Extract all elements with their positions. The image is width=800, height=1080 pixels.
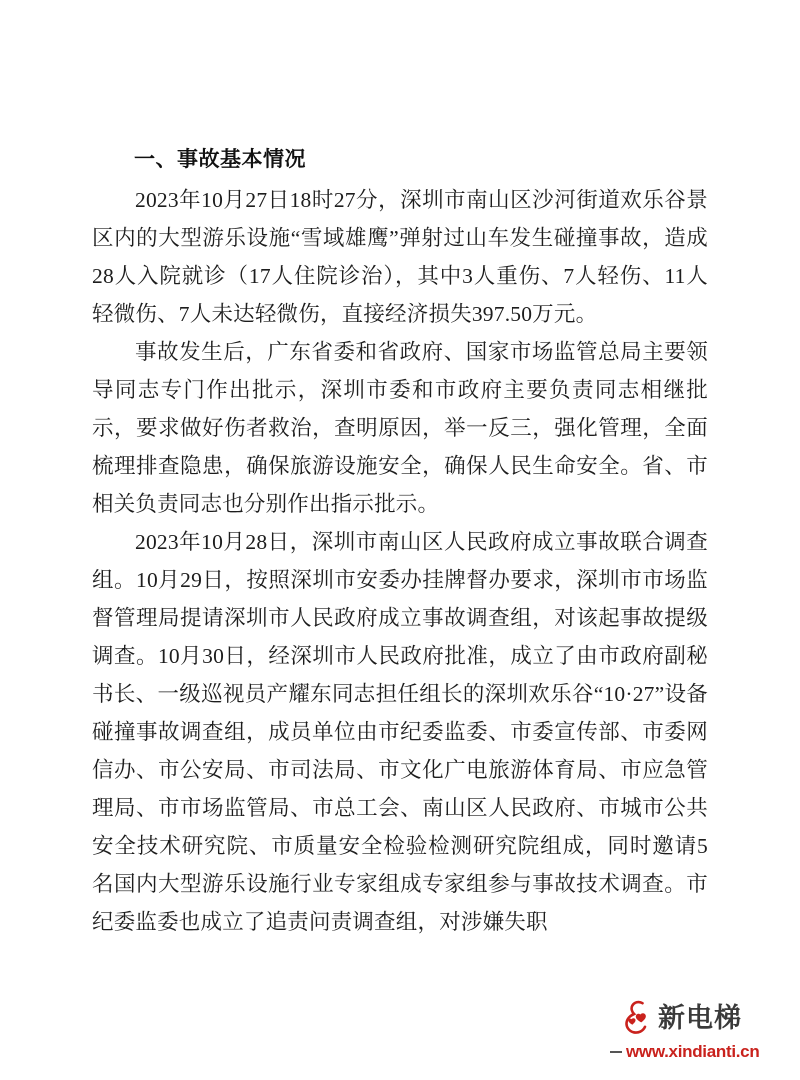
watermark-brand-name: 新电梯 (658, 1003, 742, 1033)
heart-ampersand-logo-icon (622, 1000, 652, 1036)
watermark-url-row (608, 1040, 784, 1064)
site-watermark (608, 996, 784, 1072)
paragraph-investigation-team: 2023年10月28日，深圳市南山区人民政府成立事故联合调查组。10月29日，按照深圳市安委办挂牌督办要求，深圳市市场监督管理局提请深圳市人民政府成立事故调查组，对该起事故提级调查。10月30日，经深圳市人民政府批准，成立了由市政府副秘书长、一级巡视员产耀东同志担任组长的深圳欢乐谷“10·27”设备碰撞事故调查组，成员单位由市纪委监委、市委宣传部、市委网信办、市公安局、市司法局、市文化广电旅游体育局、市应急管理局、市市场监管局、市总工会、南山区人民政府、市城市公共安全技术研究院、市质量安全检验检测研究院组成，同时邀请5名国内大型游乐设施行业专家组成专家组参与事故技术调查。市纪委监委也成立了追责问责调查组，对涉嫌失职 (92, 530, 708, 934)
paragraph-leadership-instructions: 事故发生后，广东省委和省政府、国家市场监管总局主要领导同志专门作出批示，深圳市委和市政府主要负责同志相继批示，要求做好伤者救治，查明原因，举一反三，强化管理，全面梳理排查隐患，确保旅游设施安全，确保人民生命安全。省、市相关负责同志也分别作出指示批示。 (92, 340, 708, 516)
watermark-url: www.xindianti.cn (626, 1042, 760, 1061)
watermark-brand-row (608, 996, 784, 1040)
document-body (92, 141, 708, 941)
paragraph-accident-overview: 2023年10月27日18时27分，深圳市南山区沙河街道欢乐谷景区内的大型游乐设施“雪域雄鹰”弹射过山车发生碰撞事故，造成28人入院就诊（17人住院诊治），其中3人重伤、7人轻伤、11人轻微伤、7人未达轻微伤，直接经济损失397.50万元。 (92, 188, 708, 326)
watermark-dash-icon (610, 1051, 622, 1053)
section-heading: 一、事故基本情况 (134, 148, 306, 171)
